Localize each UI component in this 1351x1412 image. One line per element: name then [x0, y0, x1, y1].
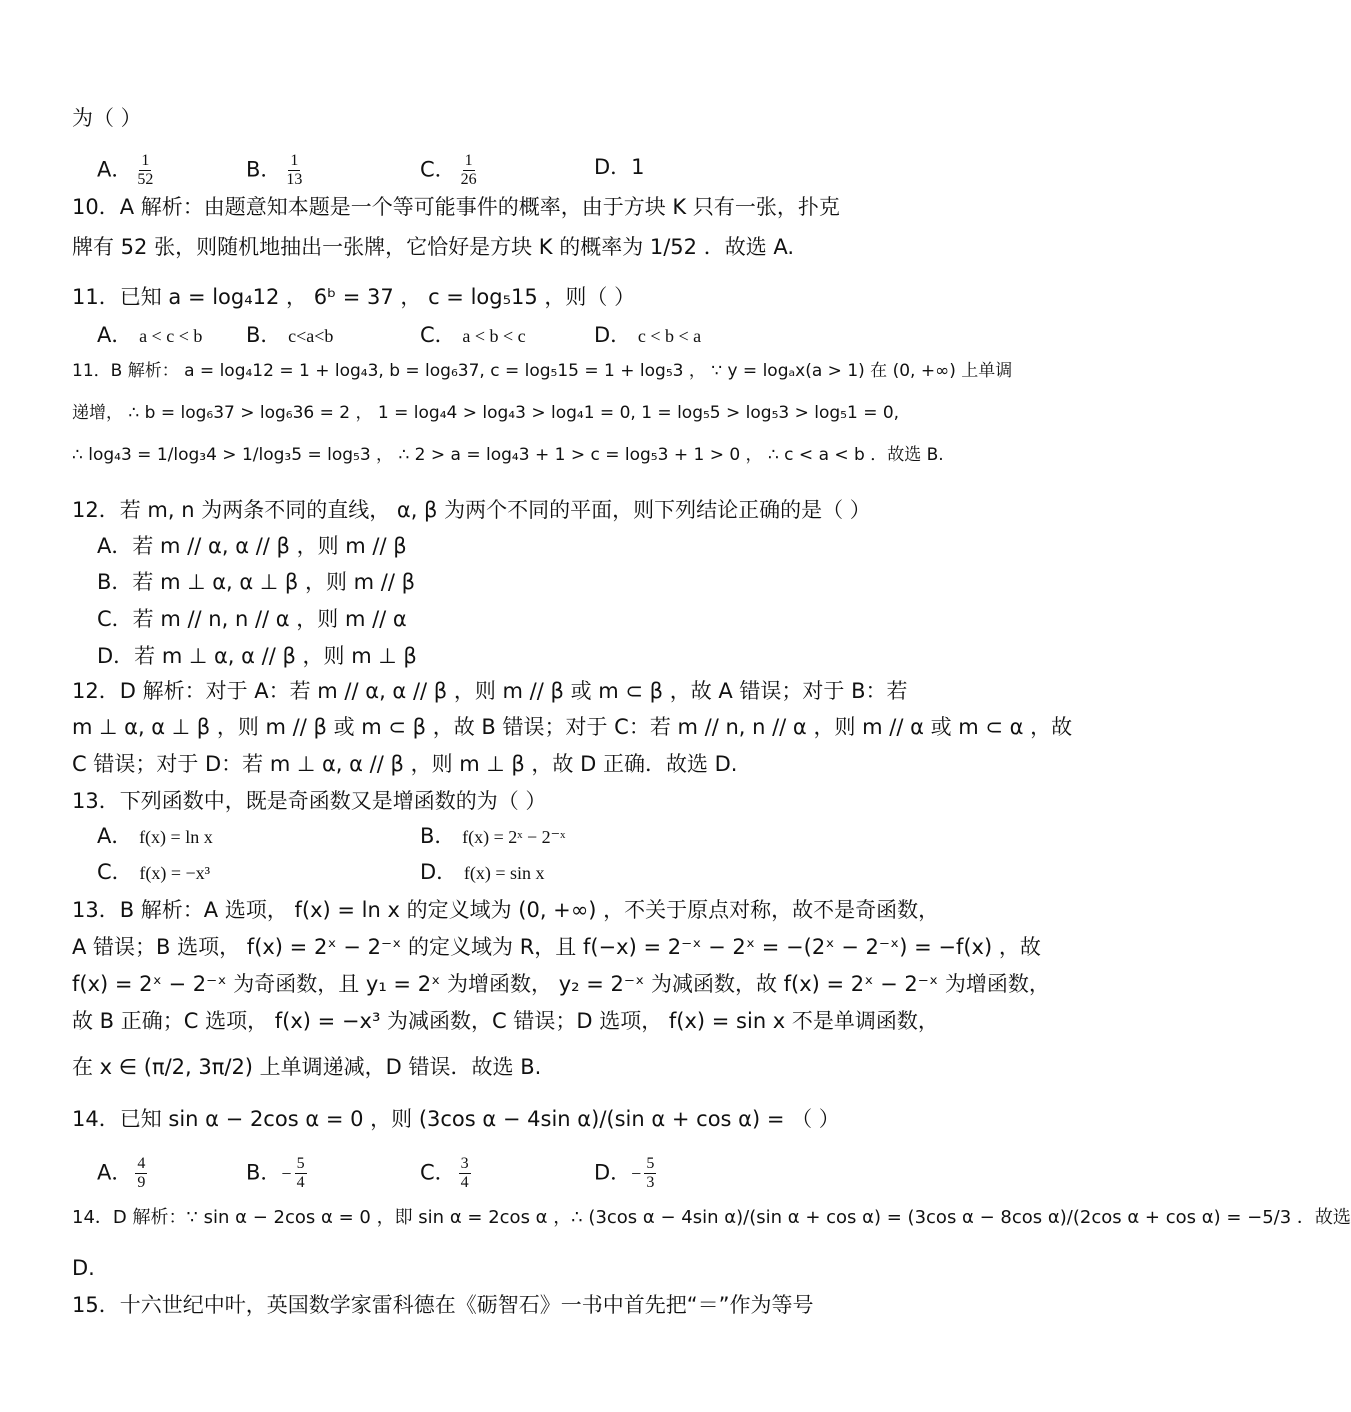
q11-option-d: D． c < b < a [594, 323, 702, 347]
q14-stem: 14．已知 sin α − 2cos α = 0 ，则 (3cos α − 4sin α)/(sin α + cos α) = （ ） [72, 1107, 840, 1131]
q10-option-a: A． $\frac{1}{52}$ [97, 152, 154, 188]
q10-option-c: C． $\frac{1}{26}$ [420, 152, 477, 188]
q10-option-b: B． $\frac{1}{13}$ [246, 152, 303, 188]
q13-solution-3: f(x) = 2ˣ − 2⁻ˣ 为奇函数，且 y₁ = 2ˣ 为增函数， y₂ = 2⁻ˣ 为减函数，故 f(x) = 2ˣ − 2⁻ˣ 为增函数， [72, 972, 1050, 996]
q14-solution-2: D. [72, 1256, 95, 1280]
q12-solution-1: 12．D 解析：对于 A：若 m // α, α // β ，则 m // β 或 m ⊂ β ，故 A 错误；对于 B：若 [72, 679, 908, 703]
q12-solution-3: C 错误；对于 D：若 m ⊥ α, α // β ，则 m ⊥ β ，故 D 正确．故选 D. [72, 752, 738, 776]
q12-option-c: C．若 m // n, n // α ，则 m // α [97, 607, 407, 631]
q14-option-d: D．− $\frac{5}{3}$ [594, 1155, 655, 1191]
q13-solution-2: A 错误；B 选项， f(x) = 2ˣ − 2⁻ˣ 的定义域为 R，且 f(−x) = 2⁻ˣ − 2ˣ = −(2ˣ − 2⁻ˣ) = −f(x) ，故 [72, 935, 1041, 959]
q14-solution-1: 14．D 解析：∵ sin α − 2cos α = 0 ，即 sin α = 2cos α ，∴ (3cos α − 4sin α)/(sin α + cos α) = (3cos α − 8cos α)/(2cos α + cos α) = −5/3 ．故选 [72, 1207, 1351, 1228]
q12-stem: 12．若 m, n 为两条不同的直线， α, β 为两个不同的平面，则下列结论正确的是（ ） [72, 498, 871, 522]
q15-stem: 15．十六世纪中叶，英国数学家雷科德在《砺智石》一书中首先把“＝”作为等号 [72, 1293, 814, 1317]
q11-option-a: A． a < c < b [97, 323, 203, 347]
q10-solution-2: 牌有 52 张，则随机地抽出一张牌，它恰好是方块 K 的概率为 1/52 ．故选 A. [72, 235, 795, 259]
q11-solution-2: 递增， ∴ b = log₆37 > log₆36 = 2 ， 1 = log₄4 > log₄3 > log₄1 = 0, 1 = log₅5 > log₅3 > log₅1 = 0, [72, 403, 900, 423]
q14-option-a: A． $\frac{4}{9}$ [97, 1155, 146, 1191]
q12-option-d: D．若 m ⊥ α, α // β ，则 m ⊥ β [97, 644, 417, 668]
q11-stem: 11．已知 a = log₄12 ， 6ᵇ = 37 ， c = log₅15 ，则（ ） [72, 285, 636, 309]
q13-option-d: D． f(x) = sin x [420, 860, 545, 884]
q11-option-b: B． c<a<b [246, 323, 334, 347]
q13-option-b: B． f(x) = 2ˣ − 2⁻ˣ [420, 824, 566, 848]
q14-option-b: B．− $\frac{5}{4}$ [246, 1155, 305, 1191]
q12-option-a: A．若 m // α, α // β ，则 m // β [97, 534, 407, 558]
q9-tail: 为（ ） [72, 106, 142, 130]
q13-stem: 13．下列函数中，既是奇函数又是增函数的为（ ） [72, 789, 547, 813]
q12-option-b: B．若 m ⊥ α, α ⊥ β ，则 m // β [97, 570, 415, 594]
q10-solution-1: 10．A 解析：由题意知本题是一个等可能事件的概率，由于方块 K 只有一张，扑克 [72, 195, 840, 219]
q13-option-a: A． f(x) = ln x [97, 824, 213, 848]
q10-option-d: D．1 [594, 155, 645, 179]
q11-solution-3: ∴ log₄3 = 1/log₃4 > 1/log₃5 = log₅3 ， ∴ 2 > a = log₄3 + 1 > c = log₅3 + 1 > 0 ， ∴ c < a < b ．故选 B. [72, 445, 944, 465]
q13-solution-5: 在 x ∈ (π/2, 3π/2) 上单调递减，D 错误．故选 B. [72, 1055, 542, 1079]
q12-solution-2: m ⊥ α, α ⊥ β ，则 m // β 或 m ⊂ β ，故 B 错误；对于 C：若 m // n, n // α ，则 m // α 或 m ⊂ α ，故 [72, 715, 1073, 739]
q13-solution-1: 13．B 解析：A 选项， f(x) = ln x 的定义域为 (0, +∞) ，不关于原点对称，故不是奇函数， [72, 898, 940, 922]
q14-option-c: C． $\frac{3}{4}$ [420, 1155, 469, 1191]
q13-solution-4: 故 B 正确；C 选项， f(x) = −x³ 为减函数，C 错误；D 选项， f(x) = sin x 不是单调函数， [72, 1009, 939, 1033]
q11-option-c: C． a < b < c [420, 323, 526, 347]
q13-option-c: C． f(x) = −x³ [97, 860, 211, 884]
q11-solution-1: 11．B 解析： a = log₄12 = 1 + log₄3, b = log₆37, c = log₅15 = 1 + log₅3 ， ∵ y = logₐx(a > 1) 在 (0, +∞) 上单调 [72, 361, 1013, 381]
